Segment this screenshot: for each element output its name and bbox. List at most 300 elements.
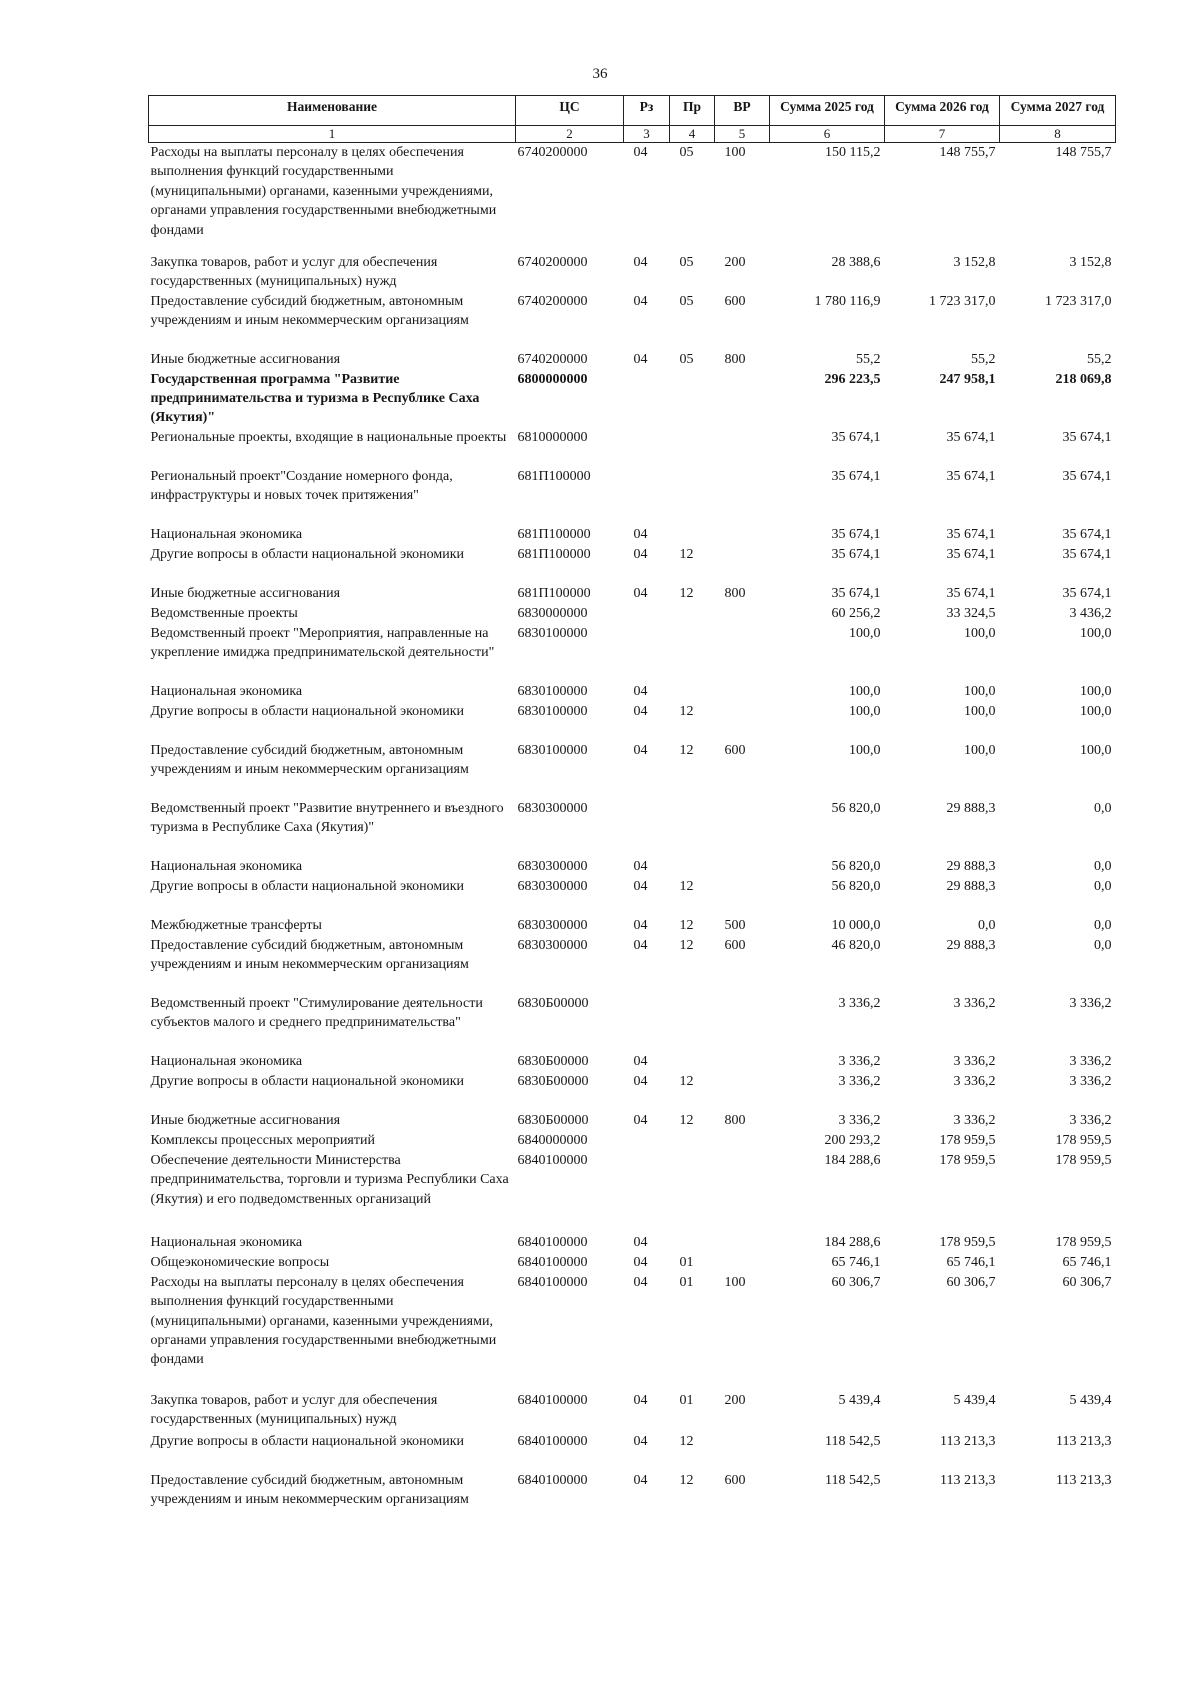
table-row (149, 799, 1116, 857)
row-sum-2025: 3 336,2 (838, 1073, 881, 1089)
row-name: Межбюджетные трансферты (150, 917, 322, 933)
row-sum-2027: 35 674,1 (1062, 468, 1112, 484)
table-row (149, 1273, 1116, 1391)
table-row (149, 545, 1116, 584)
row-sum-2027: 100,0 (1080, 625, 1112, 641)
row-name: Другие вопросы в области национальной экономики (150, 1433, 465, 1449)
row-sum-2027: 0,0 (1094, 937, 1112, 953)
row-sum-2026: 33 324,5 (946, 605, 996, 621)
row-sum-2025: 118 542,5 (825, 1433, 881, 1449)
row-pr (670, 1233, 715, 1253)
row-cs-code: 6740200000 (517, 145, 588, 160)
row-pr: 12 (679, 1472, 694, 1488)
column-number: 7 (885, 126, 1000, 143)
row-pr: 12 (679, 546, 694, 562)
row-rz: 04 (633, 585, 648, 601)
table-row (149, 584, 1116, 604)
table-row (149, 370, 1116, 428)
row-rz: 04 (633, 293, 648, 309)
row-sum-2026: 3 336,2 (953, 1112, 996, 1128)
row-sum-2025: 100,0 (849, 625, 881, 641)
row-pr: 01 (679, 1392, 694, 1408)
table-row (149, 857, 1116, 877)
row-sum-2026: 29 888,3 (946, 937, 996, 953)
row-vr (715, 545, 770, 584)
row-pr: 05 (679, 254, 694, 270)
row-sum-2027: 113 213,3 (1056, 1472, 1112, 1488)
row-rz (624, 624, 670, 682)
row-sum-2025: 10 000,0 (831, 917, 881, 933)
row-pr (670, 1131, 715, 1151)
row-pr (670, 428, 715, 467)
row-rz (624, 1131, 670, 1151)
row-vr (715, 525, 770, 545)
table-row (149, 1111, 1116, 1131)
row-name: Другие вопросы в области национальной экономики (150, 703, 465, 719)
row-sum-2026: 100,0 (964, 683, 996, 699)
row-sum-2026: 178 959,5 (939, 1152, 996, 1168)
row-name: Национальная экономика (150, 858, 303, 874)
row-vr (715, 467, 770, 525)
row-sum-2027: 113 213,3 (1056, 1433, 1112, 1449)
row-sum-2025: 35 674,1 (831, 468, 881, 484)
row-cs-code: 6830100000 (517, 683, 588, 699)
row-vr: 600 (724, 937, 746, 953)
row-rz: 04 (633, 937, 648, 953)
table-row (149, 916, 1116, 936)
row-rz: 04 (633, 546, 648, 562)
row-name: Предоставление субсидий бюджетным, автономным учреждениям и иным некоммерческим организациям (150, 742, 469, 778)
row-name: Иные бюджетные ассигнования (150, 585, 341, 601)
row-rz: 04 (633, 1274, 648, 1290)
row-name: Закупка товаров, работ и услуг для обеспечения государственных (муниципальных) нужд (150, 1392, 438, 1428)
row-sum-2027: 178 959,5 (1055, 1132, 1112, 1148)
header-cell: Пр (670, 96, 715, 126)
row-name: Национальная экономика (150, 683, 303, 699)
table-row (149, 1432, 1116, 1471)
row-vr (715, 1253, 770, 1273)
row-pr: 12 (679, 742, 694, 758)
row-sum-2025: 118 542,5 (825, 1472, 881, 1488)
row-sum-2027: 35 674,1 (1062, 546, 1112, 562)
row-sum-2027: 178 959,5 (1055, 1152, 1112, 1168)
header-cell: ЦС (516, 96, 624, 126)
row-cs-code: 6830Б00000 (517, 1053, 589, 1069)
row-rz: 04 (633, 703, 648, 719)
row-rz: 04 (633, 1112, 648, 1128)
row-vr (715, 1151, 770, 1233)
row-sum-2027: 3 336,2 (1069, 1053, 1112, 1069)
row-sum-2025: 56 820,0 (831, 800, 881, 816)
row-name: Иные бюджетные ассигнования (150, 351, 341, 367)
row-sum-2025: 35 674,1 (831, 429, 881, 445)
row-sum-2027: 60 306,7 (1062, 1274, 1112, 1290)
table-row (149, 292, 1116, 350)
row-sum-2027: 35 674,1 (1062, 526, 1112, 542)
row-sum-2025: 100,0 (849, 683, 881, 699)
row-sum-2026: 178 959,5 (939, 1132, 996, 1148)
row-pr (670, 370, 715, 428)
row-vr (715, 994, 770, 1052)
row-sum-2027: 35 674,1 (1062, 429, 1112, 445)
row-name: Ведомственный проект "Стимулирование деятельности субъектов малого и среднего предпринимательства" (150, 995, 483, 1031)
row-vr: 500 (724, 917, 746, 933)
row-rz: 04 (633, 254, 648, 270)
row-cs-code: 6830300000 (517, 937, 588, 953)
row-pr: 12 (679, 703, 694, 719)
row-sum-2025: 3 336,2 (838, 995, 881, 1011)
page-number: 36 (592, 66, 608, 82)
row-vr (715, 1072, 770, 1111)
row-cs-code: 6830100000 (517, 703, 588, 719)
row-cs-code: 6840100000 (517, 1234, 588, 1250)
row-name: Ведомственный проект "Развитие внутреннего и въездного туризма в Республике Саха (Якутия)" (150, 800, 504, 836)
row-vr (715, 1233, 770, 1253)
table-row (149, 143, 1116, 253)
row-sum-2026: 5 439,4 (953, 1392, 996, 1408)
header-cell: Наименование (149, 96, 516, 126)
row-sum-2026: 148 755,7 (939, 145, 996, 160)
row-vr: 800 (724, 351, 746, 367)
row-cs-code: 6840100000 (517, 1152, 588, 1168)
row-vr (715, 370, 770, 428)
row-sum-2027: 0,0 (1094, 917, 1112, 933)
row-cs-code: 6840100000 (517, 1472, 588, 1488)
row-vr: 600 (724, 293, 746, 309)
row-cs-code: 6830Б00000 (517, 1073, 589, 1089)
row-cs-code: 6830300000 (517, 858, 588, 874)
row-pr: 12 (679, 878, 694, 894)
row-vr: 800 (724, 585, 746, 601)
row-cs-code: 6840100000 (517, 1274, 588, 1290)
row-vr: 600 (724, 742, 746, 758)
row-pr: 05 (679, 351, 694, 367)
row-sum-2027: 5 439,4 (1069, 1392, 1112, 1408)
row-vr: 800 (724, 1112, 746, 1128)
row-cs-code: 681П100000 (517, 546, 591, 562)
row-name: Национальная экономика (150, 526, 303, 542)
row-sum-2027: 148 755,7 (1055, 145, 1112, 160)
row-pr: 12 (679, 1112, 694, 1128)
row-rz: 04 (633, 917, 648, 933)
row-name: Предоставление субсидий бюджетным, автономным учреждениям и иным некоммерческим организациям (150, 1472, 469, 1508)
row-vr: 600 (724, 1472, 746, 1488)
row-rz: 04 (633, 351, 648, 367)
row-name: Предоставление субсидий бюджетным, автономным учреждениям и иным некоммерческим организациям (150, 293, 469, 328)
row-cs-code: 681П100000 (517, 468, 591, 484)
row-sum-2025: 56 820,0 (831, 858, 881, 874)
row-rz: 04 (633, 1234, 648, 1250)
row-pr: 12 (679, 585, 694, 601)
table-row (149, 428, 1116, 467)
table-row (149, 1131, 1116, 1151)
table-row (149, 994, 1116, 1052)
row-cs-code: 6740200000 (517, 351, 588, 367)
row-cs-code: 681П100000 (517, 585, 591, 601)
row-sum-2025: 35 674,1 (831, 526, 881, 542)
row-rz: 04 (633, 145, 648, 160)
row-sum-2026: 3 152,8 (953, 254, 996, 270)
row-pr (670, 525, 715, 545)
row-sum-2026: 29 888,3 (946, 800, 996, 816)
table-row (149, 1052, 1116, 1072)
table-row (149, 1151, 1116, 1233)
table-row (149, 1233, 1116, 1253)
column-number: 4 (670, 126, 715, 143)
row-pr: 12 (679, 917, 694, 933)
row-rz: 04 (633, 858, 648, 874)
row-sum-2027: 178 959,5 (1055, 1234, 1112, 1250)
row-name: Расходы на выплаты персоналу в целях обеспечения выполнения функций государственными (муниципальными) органами, казенными учреждениями, органами управления государственными внебюджетными фондами (150, 145, 497, 238)
row-vr (715, 1432, 770, 1471)
row-name: Закупка товаров, работ и услуг для обеспечения государственных (муниципальных) нужд (150, 254, 438, 289)
row-cs-code: 6830Б00000 (517, 995, 589, 1011)
row-sum-2026: 60 306,7 (946, 1274, 996, 1290)
row-name: Другие вопросы в области национальной экономики (150, 1073, 465, 1089)
row-cs-code: 6830300000 (517, 917, 588, 933)
row-rz (624, 467, 670, 525)
row-sum-2025: 5 439,4 (838, 1392, 881, 1408)
header-cell: Сумма 2025 год (770, 96, 885, 126)
header-row (149, 96, 1116, 126)
row-sum-2027: 65 746,1 (1062, 1254, 1112, 1270)
row-sum-2026: 29 888,3 (946, 858, 996, 874)
row-name: Региональный проект"Создание номерного фонда, инфраструктуры и новых точек притяжения" (150, 468, 453, 504)
row-pr: 01 (679, 1254, 694, 1270)
header-cell: ВР (715, 96, 770, 126)
table-body (149, 143, 1116, 1511)
table-row (149, 877, 1116, 916)
row-cs-code: 6840100000 (517, 1254, 588, 1270)
budget-table (148, 95, 1116, 1511)
row-pr: 12 (679, 1433, 694, 1449)
row-sum-2026: 29 888,3 (946, 878, 996, 894)
column-number: 1 (149, 126, 516, 143)
row-rz: 04 (633, 1392, 648, 1408)
row-pr (670, 624, 715, 682)
row-sum-2026: 100,0 (964, 742, 996, 758)
table-row (149, 1253, 1116, 1273)
row-vr (715, 624, 770, 682)
column-number: 5 (715, 126, 770, 143)
row-name: Обеспечение деятельности Министерства предпринимательства, торговли и туризма Республики Саха (Якутия) и его подведомственных организаций (150, 1152, 509, 1207)
row-pr: 05 (679, 145, 694, 160)
row-sum-2025: 296 223,5 (824, 371, 881, 387)
header-cell: Рз (624, 96, 670, 126)
row-sum-2027: 0,0 (1094, 800, 1112, 816)
column-number: 6 (770, 126, 885, 143)
row-rz: 04 (633, 1254, 648, 1270)
row-vr: 100 (724, 1274, 746, 1290)
row-name: Общеэкономические вопросы (150, 1254, 330, 1270)
row-vr: 100 (724, 145, 746, 160)
row-cs-code: 6840000000 (517, 1132, 588, 1148)
row-sum-2026: 113 213,3 (940, 1472, 996, 1488)
row-pr: 12 (679, 937, 694, 953)
row-pr: 05 (679, 293, 694, 309)
row-vr (715, 857, 770, 877)
row-sum-2025: 184 288,6 (824, 1152, 881, 1168)
column-number: 2 (516, 126, 624, 143)
row-sum-2026: 35 674,1 (946, 468, 996, 484)
row-sum-2025: 3 336,2 (838, 1053, 881, 1069)
row-name: Комплексы процессных мероприятий (150, 1132, 375, 1148)
row-name: Другие вопросы в области национальной экономики (150, 546, 465, 562)
table-row (149, 1072, 1116, 1111)
row-vr: 200 (724, 254, 746, 270)
row-cs-code: 6830300000 (517, 800, 588, 816)
row-cs-code: 681П100000 (517, 526, 591, 542)
row-name: Ведомственный проект "Мероприятия, направленные на укрепление имиджа предпринимательской деятельности" (150, 625, 495, 661)
table-row (149, 604, 1116, 624)
row-sum-2025: 60 306,7 (831, 1274, 881, 1290)
row-rz: 04 (633, 1433, 648, 1449)
row-sum-2025: 46 820,0 (831, 937, 881, 953)
row-rz: 04 (633, 878, 648, 894)
row-pr (670, 994, 715, 1052)
row-sum-2025: 28 388,6 (831, 254, 881, 270)
row-sum-2026: 100,0 (964, 625, 996, 641)
row-vr (715, 702, 770, 741)
row-pr: 01 (679, 1274, 694, 1290)
row-sum-2025: 65 746,1 (831, 1254, 881, 1270)
row-vr: 200 (724, 1392, 746, 1408)
row-sum-2025: 56 820,0 (831, 878, 881, 894)
row-name: Расходы на выплаты персоналу в целях обеспечения выполнения функций государственными (муниципальными) органами, казенными учреждениями, органами управления государственными внебюджетными фондами (150, 1274, 497, 1368)
row-sum-2027: 3 436,2 (1069, 605, 1112, 621)
row-pr (670, 604, 715, 624)
row-sum-2026: 1 723 317,0 (929, 293, 996, 309)
row-vr (715, 1131, 770, 1151)
row-sum-2027: 35 674,1 (1062, 585, 1112, 601)
row-cs-code: 6840100000 (517, 1433, 588, 1449)
row-name: Национальная экономика (150, 1053, 303, 1069)
row-cs-code: 6840100000 (517, 1392, 588, 1408)
row-sum-2027: 55,2 (1087, 351, 1112, 367)
row-name: Национальная экономика (150, 1234, 303, 1250)
row-name: Государственная программа "Развитие предпринимательства и туризма в Республике Саха (Якутия)" (150, 371, 480, 426)
row-sum-2026: 247 958,1 (939, 371, 996, 387)
row-sum-2025: 150 115,2 (825, 145, 881, 160)
row-name: Региональные проекты, входящие в национальные проекты (150, 429, 507, 445)
column-number: 3 (624, 126, 670, 143)
row-sum-2027: 3 336,2 (1069, 1112, 1112, 1128)
row-pr (670, 1052, 715, 1072)
row-rz: 04 (633, 683, 648, 699)
row-rz: 04 (633, 742, 648, 758)
row-vr (715, 799, 770, 857)
table-row (149, 467, 1116, 525)
row-sum-2025: 55,2 (856, 351, 881, 367)
row-sum-2025: 200 293,2 (824, 1132, 881, 1148)
row-vr (715, 877, 770, 916)
row-cs-code: 6800000000 (517, 371, 588, 387)
row-sum-2027: 218 069,8 (1055, 371, 1112, 387)
column-number-row (149, 126, 1116, 143)
row-sum-2025: 3 336,2 (838, 1112, 881, 1128)
row-sum-2027: 3 152,8 (1069, 254, 1112, 270)
row-sum-2025: 35 674,1 (831, 546, 881, 562)
table-row (149, 350, 1116, 370)
row-cs-code: 6810000000 (517, 429, 588, 445)
row-cs-code: 6830Б00000 (517, 1112, 589, 1128)
row-vr (715, 428, 770, 467)
table-row (149, 525, 1116, 545)
row-cs-code: 6830100000 (517, 625, 588, 641)
row-sum-2027: 100,0 (1080, 742, 1112, 758)
row-pr (670, 799, 715, 857)
row-name: Другие вопросы в области национальной экономики (150, 878, 465, 894)
row-rz: 04 (633, 1472, 648, 1488)
row-name: Иные бюджетные ассигнования (150, 1112, 341, 1128)
row-sum-2026: 35 674,1 (946, 546, 996, 562)
row-sum-2025: 1 780 116,9 (814, 293, 881, 309)
row-sum-2026: 100,0 (964, 703, 996, 719)
row-sum-2027: 0,0 (1094, 878, 1112, 894)
row-sum-2025: 60 256,2 (831, 605, 881, 621)
table-row (149, 702, 1116, 741)
row-rz (624, 428, 670, 467)
row-sum-2027: 0,0 (1094, 858, 1112, 874)
row-pr (670, 857, 715, 877)
row-rz: 04 (633, 526, 648, 542)
row-sum-2026: 3 336,2 (953, 995, 996, 1011)
table-row (149, 253, 1116, 292)
row-sum-2027: 100,0 (1080, 683, 1112, 699)
table-row (149, 1391, 1116, 1432)
row-sum-2026: 55,2 (971, 351, 996, 367)
row-cs-code: 6830000000 (517, 605, 588, 621)
row-rz (624, 799, 670, 857)
row-sum-2026: 3 336,2 (953, 1053, 996, 1069)
row-sum-2026: 35 674,1 (946, 585, 996, 601)
row-rz: 04 (633, 1073, 648, 1089)
row-rz (624, 994, 670, 1052)
row-rz (624, 370, 670, 428)
row-rz (624, 1151, 670, 1233)
row-sum-2026: 113 213,3 (940, 1433, 996, 1449)
row-pr (670, 467, 715, 525)
row-sum-2025: 100,0 (849, 703, 881, 719)
row-sum-2025: 100,0 (849, 742, 881, 758)
row-sum-2026: 3 336,2 (953, 1073, 996, 1089)
row-name: Ведомственные проекты (150, 605, 298, 621)
row-sum-2026: 35 674,1 (946, 429, 996, 445)
row-sum-2027: 100,0 (1080, 703, 1112, 719)
row-sum-2027: 3 336,2 (1069, 995, 1112, 1011)
row-vr (715, 1052, 770, 1072)
row-sum-2026: 65 746,1 (946, 1254, 996, 1270)
row-name: Предоставление субсидий бюджетным, автономным учреждениям и иным некоммерческим организациям (150, 937, 469, 973)
table-row (149, 936, 1116, 994)
row-cs-code: 6830100000 (517, 742, 588, 758)
table-row (149, 682, 1116, 702)
row-sum-2027: 1 723 317,0 (1045, 293, 1112, 309)
row-sum-2025: 184 288,6 (824, 1234, 881, 1250)
row-sum-2025: 35 674,1 (831, 585, 881, 601)
row-sum-2026: 0,0 (978, 917, 996, 933)
row-sum-2026: 178 959,5 (939, 1234, 996, 1250)
row-pr (670, 682, 715, 702)
header-cell: Сумма 2027 год (1000, 96, 1116, 126)
row-sum-2027: 3 336,2 (1069, 1073, 1112, 1089)
row-pr (670, 1151, 715, 1233)
column-number: 8 (1000, 126, 1116, 143)
header-cell: Сумма 2026 год (885, 96, 1000, 126)
row-rz (624, 604, 670, 624)
row-vr (715, 604, 770, 624)
table-row (149, 1471, 1116, 1511)
